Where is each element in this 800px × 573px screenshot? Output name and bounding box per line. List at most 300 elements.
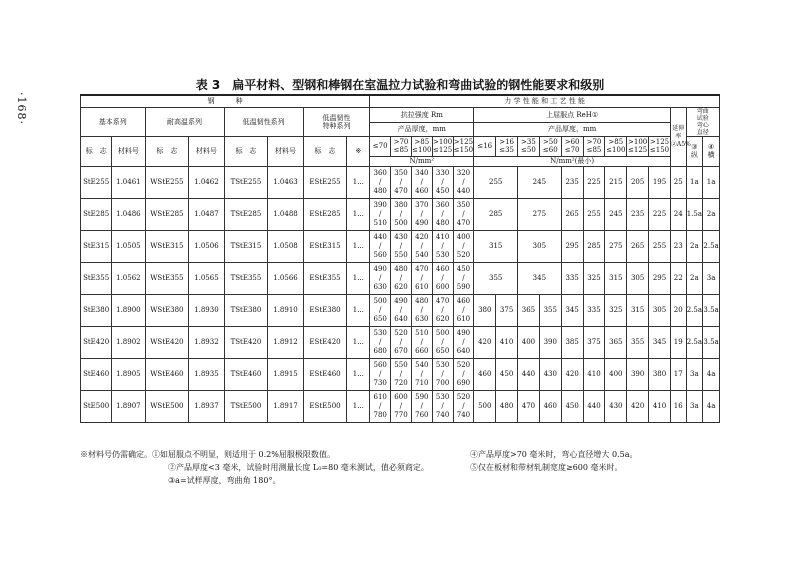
table-title: 表 3 扁平材料、型钢和棒钢在室温拉力试验和弯曲试验的钢性能要求和级别 [195, 78, 605, 92]
rm-max-value: 680 [373, 346, 387, 355]
steel-properties-table [80, 94, 720, 423]
reh-cell: 390 [539, 326, 561, 358]
rm-max-value: 590 [456, 282, 471, 291]
rm-cell [432, 358, 453, 390]
lts-mark-cell: EStE285 [303, 198, 347, 230]
reh-cell: 410 [649, 390, 671, 422]
table-row [81, 230, 720, 262]
rm-header: 抗拉强度 Rm [370, 107, 474, 123]
rm-max-value: 630 [415, 314, 429, 323]
reh-cell: 375 [583, 326, 605, 358]
rm-separator: / [441, 273, 444, 282]
heat-mark-cell: WStE315 [145, 230, 189, 262]
rm-min-value: 420 [415, 232, 429, 241]
reh-cell: 345 [561, 294, 583, 326]
reh-cell: 460 [474, 358, 496, 390]
rm-separator: / [378, 369, 382, 378]
lt-no-cell: 1.0488 [268, 198, 303, 230]
reh-cell: 215 [605, 166, 627, 198]
reh-cell: 420 [474, 326, 496, 358]
lt-mark-cell: TStE285 [224, 198, 268, 230]
reh-cell: 355 [539, 294, 561, 326]
rm-separator: / [378, 209, 382, 218]
reh-cell: 440 [518, 358, 540, 390]
rm-max-value: 500 [394, 218, 408, 227]
reh-col-header: >50 ≤60 [539, 136, 561, 156]
reh-cell: 450 [496, 358, 518, 390]
reh-cell: 430 [605, 390, 627, 422]
elongation-cell: 19 [670, 326, 686, 358]
rm-col-header: ≤70 [370, 136, 391, 156]
reh-cell: 390 [627, 358, 649, 390]
lts-mark-cell: EStE500 [303, 390, 347, 422]
reh-cell: 470 [518, 390, 540, 422]
basic-series-header: 基本系列 [81, 107, 146, 136]
rm-cell [370, 230, 391, 262]
footnote-5: ⑤仅在板材和带材轧制宽度≥600 毫米时。 [470, 463, 623, 472]
reh-cell: 315 [627, 294, 649, 326]
bend-trans-cell: 3.5a [703, 326, 720, 358]
reh-header: 上屈服点 ReH① [474, 107, 671, 123]
reh-cell: 345 [518, 262, 562, 294]
rm-min-value: 520 [456, 392, 471, 401]
rm-min-value: 530 [435, 392, 450, 401]
rm-col-header: >70 ≤85 [391, 136, 412, 156]
rm-cell [432, 326, 453, 358]
lt-mark-cell: TStE420 [224, 326, 268, 358]
rm-min-value: 430 [394, 232, 408, 241]
rm-max-value: 760 [415, 410, 429, 419]
reh-cell: 255 [649, 230, 671, 262]
reh-cell: 205 [627, 166, 649, 198]
rm-cell [370, 262, 391, 294]
rm-separator: / [420, 241, 423, 250]
heat-no-cell: 1.0565 [189, 262, 224, 294]
rm-cell [391, 390, 412, 422]
lts-mark-cell: EStE380 [303, 294, 347, 326]
reh-cell: 285 [474, 198, 518, 230]
rm-max-value: 700 [435, 378, 450, 387]
rm-cell [453, 326, 474, 358]
rm-cell [411, 166, 432, 198]
rm-cell [411, 390, 432, 422]
reh-col-header: >60 ≤70 [561, 136, 583, 156]
rm-max-value: 520 [456, 250, 471, 259]
heat-mark-cell: WStE285 [145, 198, 189, 230]
reh-cell: 410 [583, 358, 605, 390]
rm-separator: / [441, 337, 444, 346]
rm-max-value: 450 [435, 186, 450, 195]
table-row [81, 358, 720, 390]
low-temp-special-header: 低温韧性 特种系列 [303, 107, 370, 136]
rm-separator: / [378, 337, 382, 346]
rm-max-value: 650 [435, 346, 450, 355]
rm-cell [453, 198, 474, 230]
rm-max-value: 670 [394, 346, 408, 355]
reh-cell: 235 [561, 166, 583, 198]
lt-no-cell: 1.8912 [268, 326, 303, 358]
reh-cell: 430 [539, 358, 561, 390]
reh-cell: 500 [474, 390, 496, 422]
heat-mark-cell: WStE355 [145, 262, 189, 294]
reh-cell: 275 [518, 198, 562, 230]
rm-min-value: 480 [394, 264, 408, 273]
rm-min-value: 590 [415, 392, 429, 401]
lts-mark-cell: EStE460 [303, 358, 347, 390]
reh-cell: 385 [561, 326, 583, 358]
reh-cell: 295 [649, 262, 671, 294]
rm-min-value: 540 [415, 360, 429, 369]
rm-min-value: 440 [373, 232, 387, 241]
rm-thickness-header: 产品厚度，mm [370, 123, 474, 136]
reh-cell: 265 [561, 198, 583, 230]
rm-separator: / [378, 401, 382, 410]
rm-max-value: 630 [373, 282, 387, 291]
basic-mark-cell: StE285 [81, 198, 112, 230]
heat-series-header: 耐高温系列 [145, 107, 224, 136]
lt-mark-cell: TStE380 [224, 294, 268, 326]
lts-note-header: ※ [347, 136, 370, 166]
reh-col-header: >85 ≤100 [606, 138, 626, 154]
rm-min-value: 360 [435, 200, 450, 209]
table-row [81, 390, 720, 422]
rm-min-value: 490 [394, 296, 408, 305]
bend-trans-cell: 1a [703, 166, 720, 198]
rm-min-value: 350 [394, 168, 408, 177]
rm-cell [411, 326, 432, 358]
bend-trans-cell: 3a [703, 262, 720, 294]
reh-cell: 365 [605, 326, 627, 358]
heat-mark-cell: WStE380 [145, 294, 189, 326]
bend-trans-header: ④ 横 [703, 136, 720, 166]
lt-mark-cell: TStE355 [224, 262, 268, 294]
rm-separator: / [462, 337, 465, 346]
rm-cell [453, 390, 474, 422]
lts-no-cell: 1... [347, 390, 370, 422]
rm-min-value: 450 [456, 264, 471, 273]
basic-mark-cell: StE315 [81, 230, 112, 262]
lts-mark-header: 标 志 [303, 136, 347, 166]
rm-min-value: 340 [415, 168, 429, 177]
reh-col-header: >100 ≤125 [628, 138, 648, 154]
basic-no-cell: 1.0505 [112, 230, 145, 262]
heat-mark-cell: WStE460 [145, 358, 189, 390]
rm-min-value: 560 [373, 360, 387, 369]
rm-min-value: 610 [373, 392, 387, 401]
rm-cell [391, 294, 412, 326]
lt-no-cell: 1.8917 [268, 390, 303, 422]
rm-max-value: 610 [456, 314, 471, 323]
rm-separator: / [441, 369, 444, 378]
rm-unit-header: N/mm² [370, 156, 474, 166]
reh-cell: 420 [627, 390, 649, 422]
rm-cell [411, 230, 432, 262]
lts-no-cell: 1... [347, 358, 370, 390]
reh-cell: 255 [583, 198, 605, 230]
rm-cell [370, 358, 391, 390]
rm-separator: / [378, 177, 382, 186]
heat-no-cell: 1.8935 [189, 358, 224, 390]
rm-max-value: 470 [456, 218, 471, 227]
elongation-header: 延伸率②A5% [670, 107, 686, 166]
reh-cell: 480 [496, 390, 518, 422]
basic-no-header: 材料号 [112, 136, 145, 166]
rm-cell [432, 262, 453, 294]
reh-cell: 440 [583, 390, 605, 422]
reh-cell: 245 [605, 198, 627, 230]
reh-cell: 245 [518, 166, 562, 198]
basic-no-cell: 1.0562 [112, 262, 145, 294]
reh-cell: 305 [627, 262, 649, 294]
bend-long-header: ③ 纵 [686, 136, 703, 166]
rm-cell [391, 326, 412, 358]
basic-no-cell: 1.8907 [112, 390, 145, 422]
heat-no-cell: 1.8932 [189, 326, 224, 358]
rm-cell [411, 294, 432, 326]
lts-no-cell: 1... [347, 262, 370, 294]
footnote-2: ②产品厚度<3 毫米，试验时用测量长度 L₀=80 毫米测试，值必须商定。 [168, 463, 429, 472]
rm-min-value: 600 [394, 392, 408, 401]
rm-min-value: 530 [373, 328, 387, 337]
elongation-cell: 20 [670, 294, 686, 326]
rm-separator: / [399, 177, 403, 186]
rm-cell [432, 390, 453, 422]
rm-separator: / [399, 209, 403, 218]
reh-cell: 450 [561, 390, 583, 422]
lts-no-cell: 1... [347, 230, 370, 262]
reh-cell: 345 [649, 326, 671, 358]
rm-cell [453, 262, 474, 294]
bend-trans-cell: 4a [703, 390, 720, 422]
reh-cell: 285 [583, 230, 605, 262]
rm-max-value: 620 [394, 282, 408, 291]
rm-max-value: 530 [435, 250, 450, 259]
reh-cell: 235 [627, 198, 649, 230]
rm-separator: / [441, 401, 444, 410]
reh-cell: 355 [627, 326, 649, 358]
basic-no-cell: 1.8905 [112, 358, 145, 390]
reh-col-header: >16 ≤35 [496, 136, 518, 156]
rm-min-value: 410 [435, 232, 450, 241]
rm-col-header: >125 ≤150 [453, 138, 474, 154]
rm-cell [411, 358, 432, 390]
rm-min-value: 460 [435, 264, 450, 273]
reh-cell: 305 [649, 294, 671, 326]
basic-mark-header: 标 志 [81, 136, 112, 166]
rm-separator: / [441, 177, 444, 186]
bend-long-cell: 2.5a [686, 326, 703, 358]
rm-separator: / [441, 241, 444, 250]
bend-trans-cell: 4a [703, 358, 720, 390]
heat-no-cell: 1.0462 [189, 166, 224, 198]
elongation-cell: 23 [670, 230, 686, 262]
basic-no-cell: 1.8902 [112, 326, 145, 358]
reh-cell: 325 [583, 262, 605, 294]
rm-max-value: 490 [415, 218, 429, 227]
lt-no-header: 材料号 [268, 136, 303, 166]
page-number: ·168· [15, 92, 28, 125]
reh-cell: 195 [649, 166, 671, 198]
rm-separator: / [462, 177, 465, 186]
rm-max-value: 640 [394, 314, 408, 323]
lt-no-cell: 1.0508 [268, 230, 303, 262]
rm-max-value: 440 [456, 186, 471, 195]
reh-unit-header: N/mm²(最小) [474, 156, 671, 166]
steel-group-header: 钢 种 [81, 95, 370, 107]
rm-cell [432, 294, 453, 326]
reh-cell: 380 [474, 294, 496, 326]
rm-col-header: >100 ≤125 [432, 138, 453, 154]
reh-cell: 355 [474, 262, 518, 294]
elongation-cell: 16 [670, 390, 686, 422]
rm-cell [391, 166, 412, 198]
properties-group-header: 力 学 性 能 和 工 艺 性 能 [370, 95, 720, 107]
basic-mark-cell: StE255 [81, 166, 112, 198]
rm-separator: / [420, 305, 423, 314]
rm-max-value: 710 [415, 378, 429, 387]
rm-max-value: 560 [373, 250, 387, 259]
rm-max-value: 780 [373, 410, 387, 419]
rm-cell [453, 294, 474, 326]
reh-cell: 420 [561, 358, 583, 390]
rm-cell [370, 326, 391, 358]
basic-mark-cell: StE420 [81, 326, 112, 358]
bend-long-cell: 3a [686, 390, 703, 422]
rm-min-value: 370 [415, 200, 429, 209]
lt-mark-header: 标 志 [224, 136, 268, 166]
rm-max-value: 620 [435, 314, 450, 323]
reh-col-header: >35 ≤50 [518, 136, 540, 156]
rm-max-value: 540 [415, 250, 429, 259]
elongation-cell: 17 [670, 358, 686, 390]
rm-max-value: 480 [435, 218, 450, 227]
rm-max-value: 470 [394, 186, 408, 195]
rm-cell [370, 198, 391, 230]
rm-separator: / [462, 305, 465, 314]
reh-cell: 315 [474, 230, 518, 262]
rm-max-value: 600 [435, 282, 450, 291]
reh-cell: 225 [583, 166, 605, 198]
rm-cell [432, 166, 453, 198]
basic-mark-cell: StE380 [81, 294, 112, 326]
heat-mark-header: 标 志 [145, 136, 189, 166]
lt-no-cell: 1.8910 [268, 294, 303, 326]
basic-no-cell: 1.0486 [112, 198, 145, 230]
rm-max-value: 550 [394, 250, 408, 259]
rm-min-value: 490 [373, 264, 387, 273]
footnote-star: ※材料号仍需确定。①如屈服点不明显，则适用于 0.2%屈服极限数值。 [80, 450, 335, 459]
rm-min-value: 390 [373, 200, 387, 209]
table-row [81, 166, 720, 198]
rm-max-value: 770 [394, 410, 408, 419]
bend-long-cell: 1a [686, 166, 703, 198]
bend-trans-cell: 2.5a [703, 230, 720, 262]
rm-separator: / [378, 305, 382, 314]
reh-cell: 265 [627, 230, 649, 262]
rm-cell [370, 166, 391, 198]
rm-max-value: 660 [415, 346, 429, 355]
lts-no-cell: 1... [347, 198, 370, 230]
rm-min-value: 500 [435, 328, 450, 337]
elongation-cell: 22 [670, 262, 686, 294]
rm-separator: / [420, 401, 423, 410]
rm-min-value: 470 [435, 296, 450, 305]
rm-col-header: >85 ≤100 [412, 138, 432, 154]
lt-mark-cell: TStE460 [224, 358, 268, 390]
heat-mark-cell: WStE255 [145, 166, 189, 198]
rm-separator: / [441, 209, 444, 218]
heat-mark-cell: WStE420 [145, 326, 189, 358]
reh-cell: 325 [605, 294, 627, 326]
rm-min-value: 320 [456, 168, 471, 177]
rm-cell [370, 390, 391, 422]
rm-separator: / [399, 401, 403, 410]
lt-no-cell: 1.8915 [268, 358, 303, 390]
lts-mark-cell: EStE255 [303, 166, 347, 198]
rm-separator: / [420, 337, 423, 346]
heat-no-cell: 1.0506 [189, 230, 224, 262]
bend-long-cell: 2.5a [686, 294, 703, 326]
table-row [81, 262, 720, 294]
rm-separator: / [462, 241, 465, 250]
table-row [81, 294, 720, 326]
rm-cell [453, 166, 474, 198]
reh-cell: 400 [605, 358, 627, 390]
reh-col-header: ≤16 [474, 136, 496, 156]
rm-max-value: 740 [456, 410, 471, 419]
rm-separator: / [420, 369, 423, 378]
reh-cell: 365 [518, 294, 540, 326]
lts-no-cell: 1... [347, 166, 370, 198]
bend-long-cell: 2a [686, 262, 703, 294]
heat-no-cell: 1.8930 [189, 294, 224, 326]
rm-min-value: 530 [435, 360, 450, 369]
reh-cell: 400 [518, 326, 540, 358]
table-row [81, 326, 720, 358]
reh-cell: 315 [605, 262, 627, 294]
bend-trans-cell: 3.5a [703, 294, 720, 326]
rm-separator: / [420, 273, 423, 282]
rm-min-value: 330 [435, 168, 450, 177]
reh-cell: 275 [605, 230, 627, 262]
elongation-cell: 24 [670, 198, 686, 230]
lts-mark-cell: EStE355 [303, 262, 347, 294]
lt-no-cell: 1.0566 [268, 262, 303, 294]
rm-min-value: 460 [456, 296, 471, 305]
rm-separator: / [399, 273, 403, 282]
lt-mark-cell: TStE255 [224, 166, 268, 198]
rm-separator: / [462, 273, 465, 282]
rm-min-value: 470 [415, 264, 429, 273]
rm-cell [453, 230, 474, 262]
reh-cell: 335 [583, 294, 605, 326]
lt-mark-cell: TStE315 [224, 230, 268, 262]
heat-mark-cell: WStE500 [145, 390, 189, 422]
rm-cell [432, 230, 453, 262]
rm-min-value: 490 [456, 328, 471, 337]
low-temp-series-header: 低温韧性系列 [224, 107, 303, 136]
basic-mark-cell: StE500 [81, 390, 112, 422]
reh-cell: 255 [474, 166, 518, 198]
rm-separator: / [378, 273, 382, 282]
rm-cell [411, 262, 432, 294]
elongation-cell: 25 [670, 166, 686, 198]
lts-mark-cell: EStE420 [303, 326, 347, 358]
basic-mark-cell: StE460 [81, 358, 112, 390]
lts-no-cell: 1... [347, 294, 370, 326]
rm-cell [411, 198, 432, 230]
heat-no-header: 材料号 [189, 136, 224, 166]
